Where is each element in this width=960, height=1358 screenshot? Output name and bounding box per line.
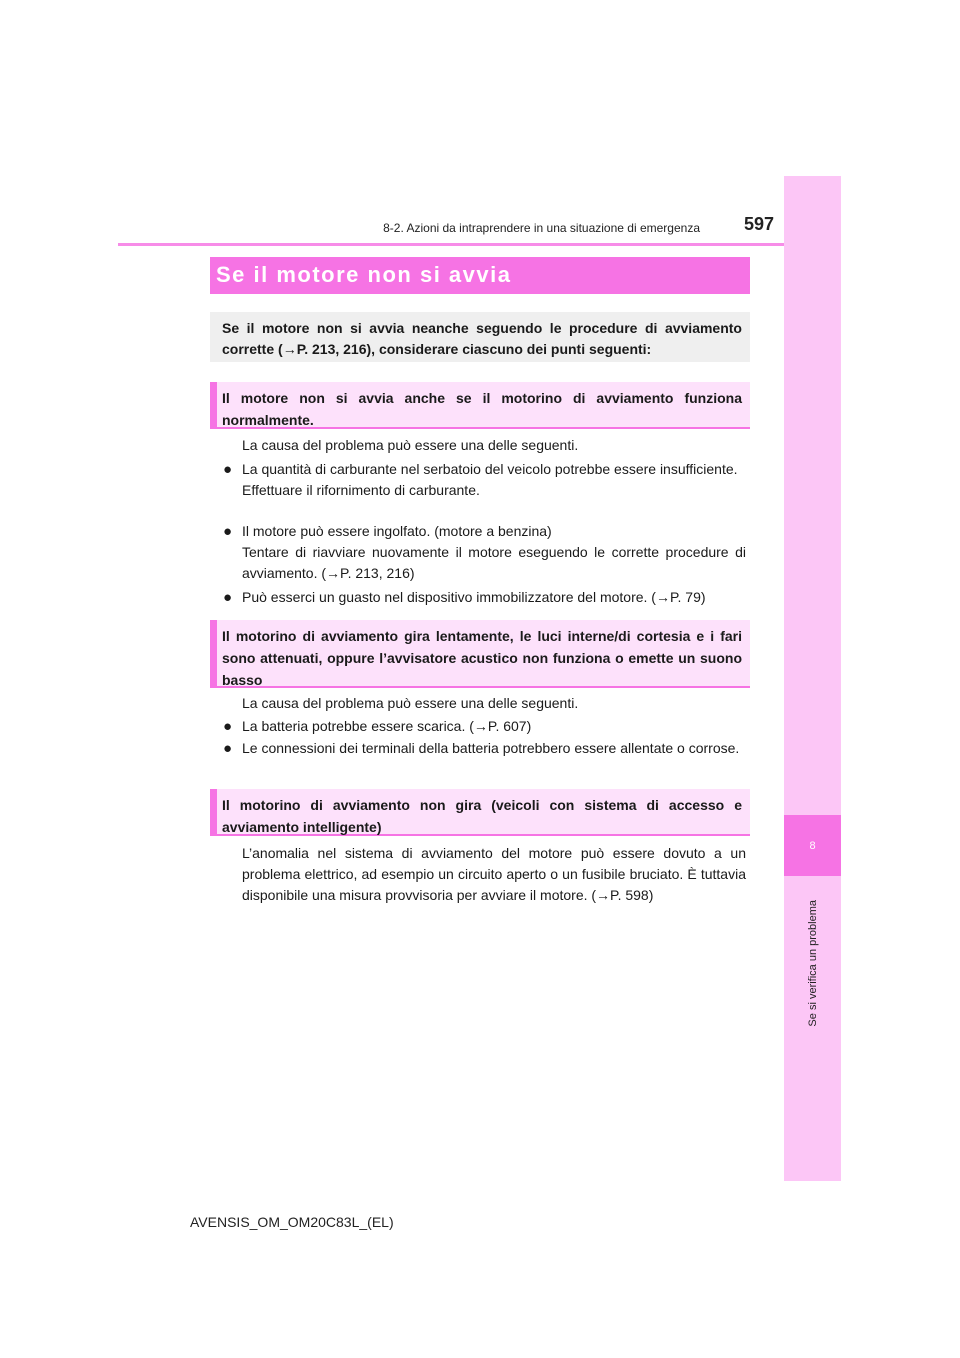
page-ref-link[interactable]: →P. 607 [473,718,527,734]
running-head: 8-2. Azioni da intraprendere in una situazione di emergenza [383,221,700,235]
footer-doc-id: AVENSIS_OM_OM20C83L_(EL) [190,1214,394,1230]
list-item-text: Effettuare il rifornimento di carburante. [242,482,480,498]
section-body-3 [242,843,746,906]
header-rule [118,243,784,246]
page-ref-link[interactable]: →P. 598 [596,887,649,903]
section-heading-3: Il motorino di avviamento non gira (veicoli con sistema di accesso e avviamento intelligente) [210,789,750,836]
section-body-tail: ) [648,887,654,903]
bullet-icon: ● [223,589,233,606]
list-item-text: Le connessioni dei terminali della batteria potrebbero essere allentate o corrose. [242,740,740,756]
section-heading-1: Il motore non si avvia anche se il motorino di avviamento funziona normalmente. [210,382,750,429]
list-item-text-part: Può esserci un guasto nel dispositivo immobilizzatore del motore. ( [242,589,656,605]
list-item-text-part: Tentare di riavviare nuovamente il motore eseguendo le corrette procedure di avviamento. ( [242,544,746,581]
bullet-icon: ● [223,461,233,478]
list-item [223,738,746,759]
intro-text: Se il motore non si avvia neanche seguendo le procedure di avviamento corrette ( [222,320,742,357]
bullet-icon: ● [223,718,233,735]
list-item-text: Il motore può essere ingolfato. (motore a benzina) [242,523,552,539]
page-number: 597 [743,214,774,234]
intro-box [210,312,750,362]
list-item-text [242,716,746,737]
chapter-label [784,876,841,1051]
intro-text-end: ), considerare ciascuno dei punti seguenti: [366,341,652,357]
chapter-label-text: Se si verifica un problema [806,900,819,1027]
list-item-text: La quantità di carburante nel serbatoio del veicolo potrebbe essere insufficiente. [242,461,738,477]
page-title: Se il motore non si avvia [210,257,750,294]
section-heading-2: Il motorino di avviamento gira lentamente, le luci interne/di cortesia e i fari sono attenuati, oppure l’avvisatore acustico non funziona o emette un suono basso [210,620,750,688]
list-item [223,459,746,501]
page-ref-link[interactable]: →P. 213, 216 [326,565,410,581]
intro-page-ref[interactable]: →P. 213, 216 [282,341,367,357]
section-lead-2: La causa del problema può essere una delle seguenti. [242,695,579,711]
bullet-icon: ● [223,740,233,757]
bullet-icon: ● [223,523,233,540]
list-item-text-tail: ) [526,718,532,734]
page-ref-link[interactable]: →P. 79 [655,589,701,605]
section-lead-1: La causa del problema può essere una delle seguenti. [242,437,579,453]
list-item-text-tail: ) [700,589,706,605]
list-item [223,521,746,584]
list-item-text-tail: ) [409,565,415,581]
list-item-text-part: La batteria potrebbe essere scarica. ( [242,718,474,734]
list-item-text [242,587,746,608]
list-item-text [242,542,746,584]
list-item [223,587,746,608]
chapter-number: 8 [784,815,841,876]
section-body-text: L’anomalia nel sistema di avviamento del motore può essere dovuto a un problema elettrico, ad esempio un circuito aperto o un fusibile bruciato. È tuttavia disponibile una misura provvisoria per avviare il motore. ( [242,845,746,903]
list-item [223,716,746,737]
